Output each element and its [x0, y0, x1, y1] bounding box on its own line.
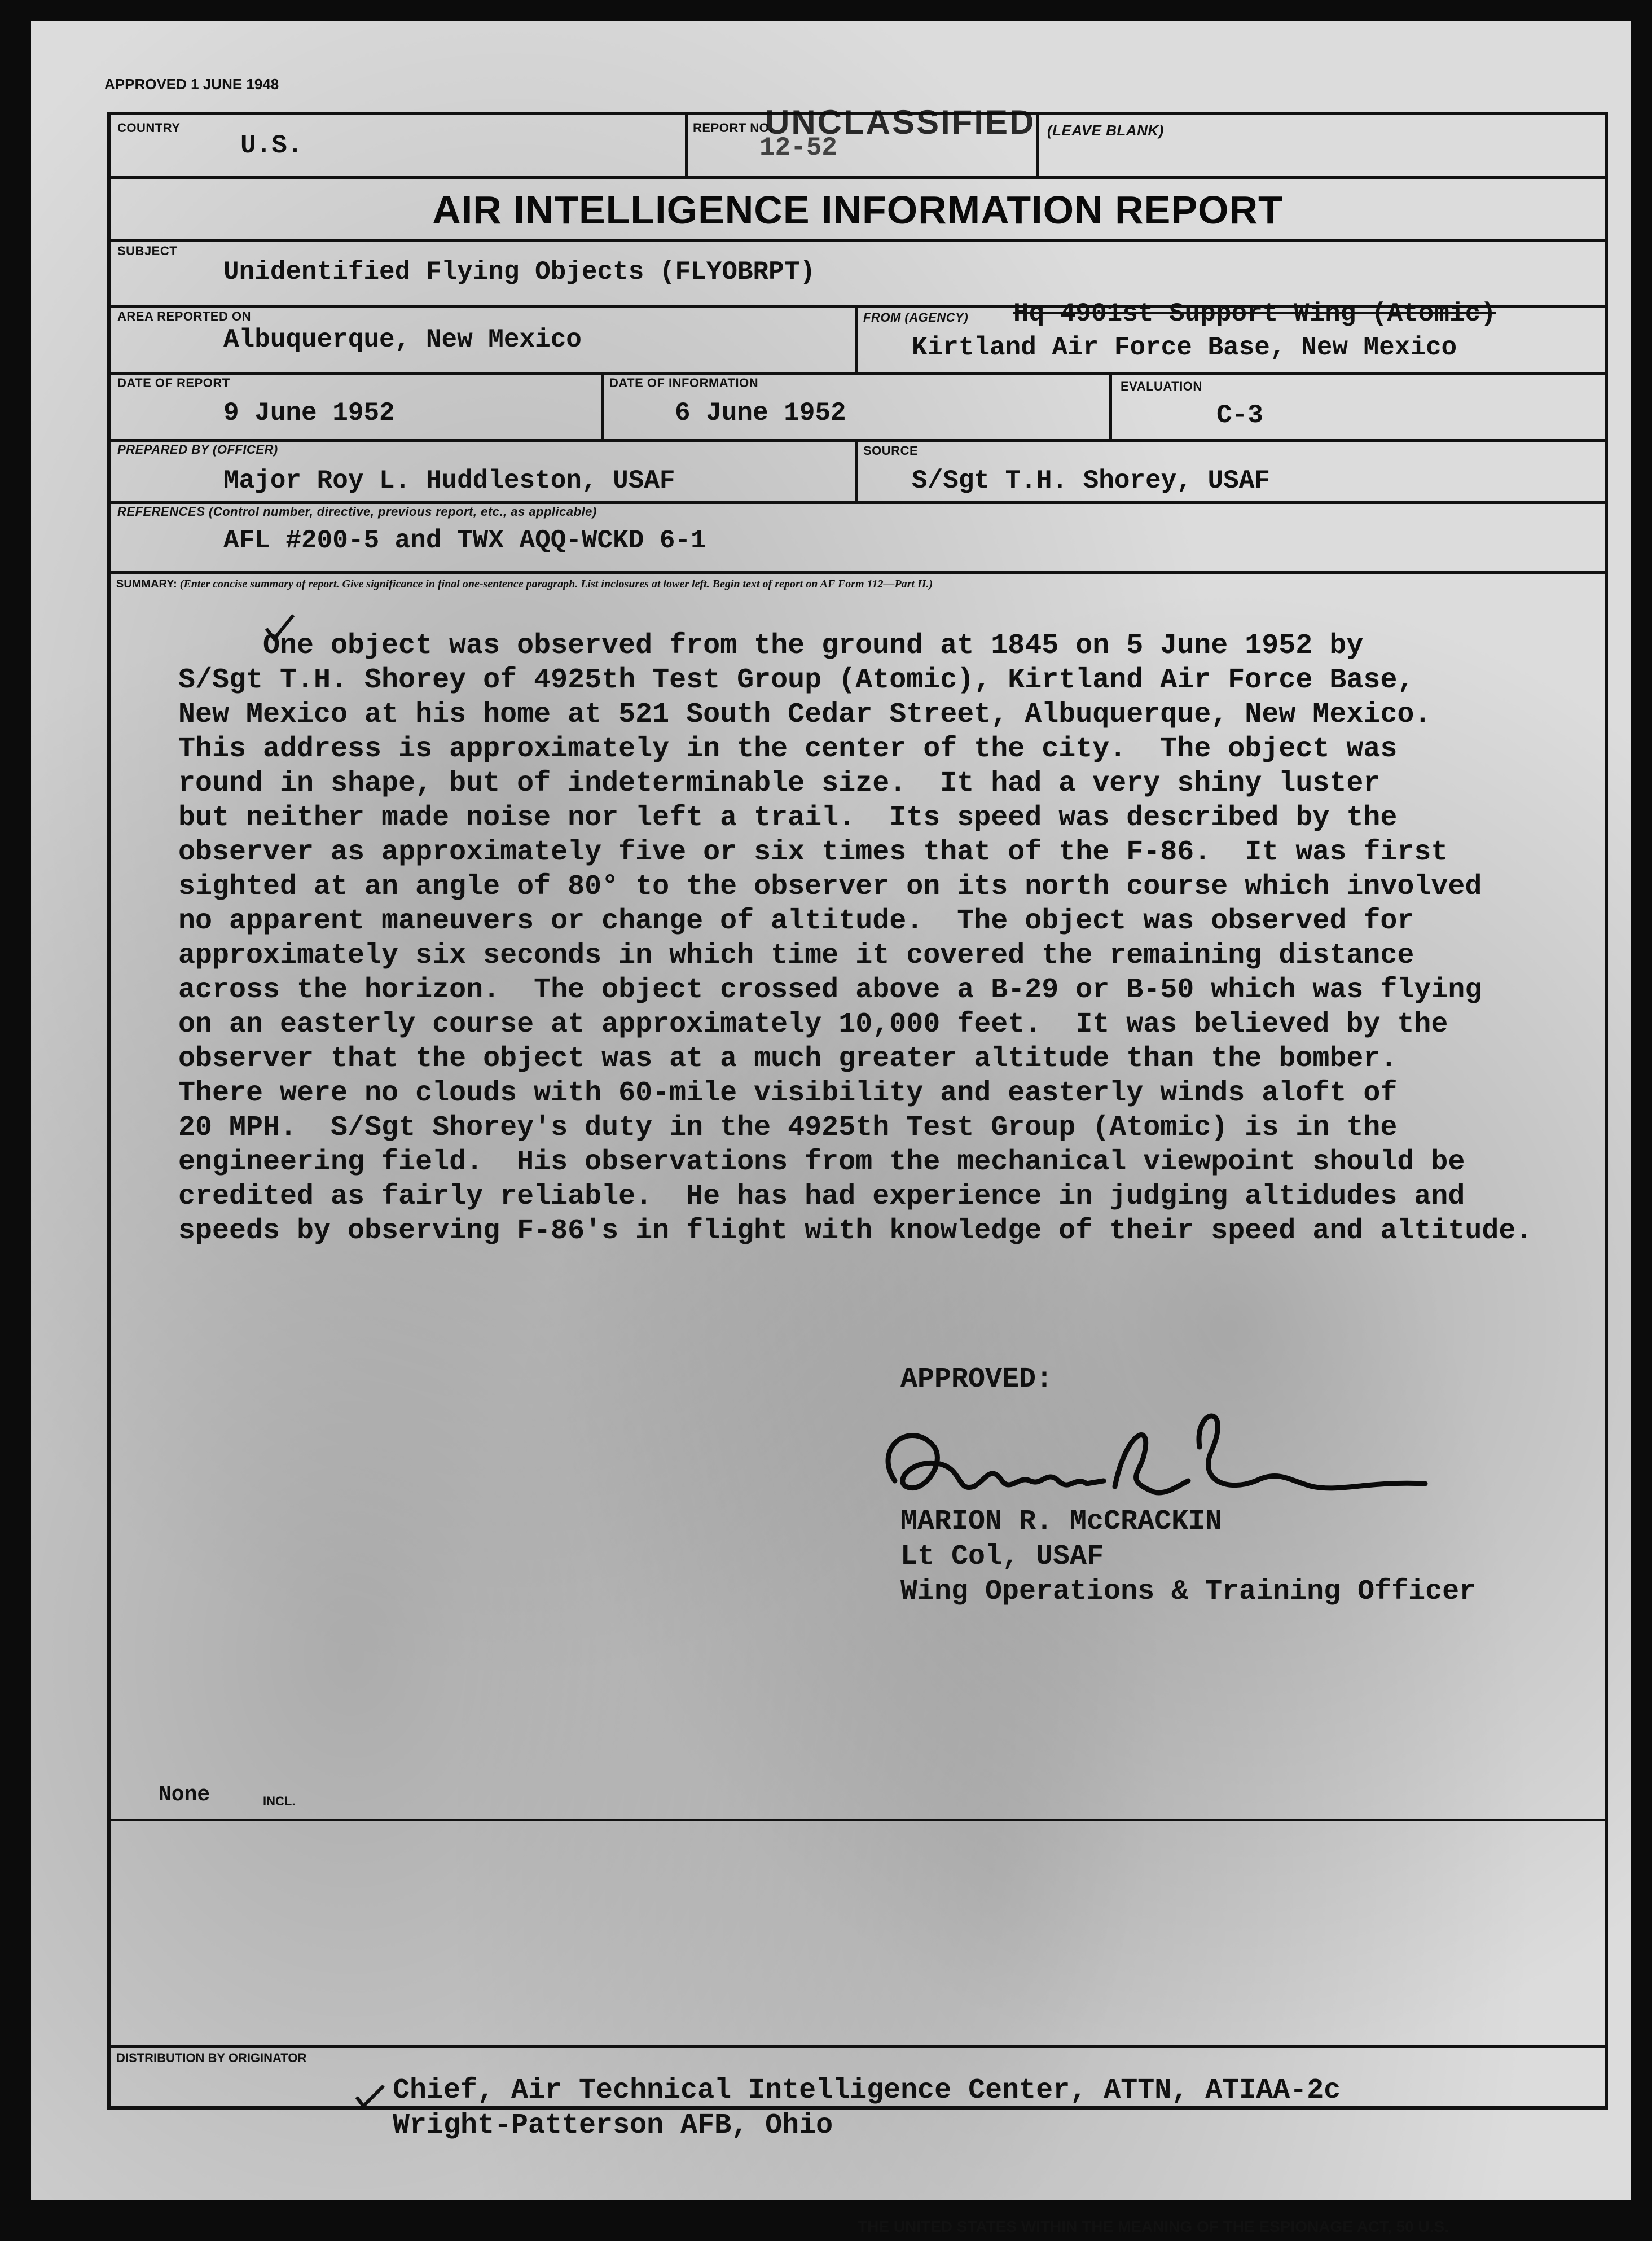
source-label: SOURCE	[863, 444, 919, 458]
approved-date-stamp: APPROVED 1 JUNE 1948	[104, 76, 279, 93]
summary-line: speeds by observing F-86's in flight with knowledge of their speed and altitude.	[178, 1215, 1533, 1247]
summary-header	[116, 578, 1594, 591]
divider	[601, 372, 604, 439]
summary-line: no apparent maneuvers or change of altitude. The object was observed for	[178, 905, 1414, 937]
approved-label: APPROVED:	[900, 1363, 1053, 1396]
area-value: Albuquerque, New Mexico	[223, 325, 582, 354]
prepared-by-value: Major Roy L. Huddleston, USAF	[223, 466, 675, 495]
summary-line: engineering field. His observations from the mechanical viewpoint should be	[178, 1146, 1465, 1178]
inclosures-label: INCL.	[263, 1794, 296, 1808]
date-of-information-value: 6 June 1952	[675, 398, 846, 428]
date-of-report-label: DATE OF REPORT	[117, 376, 230, 390]
distribution-line-2: Wright-Patterson AFB, Ohio	[393, 2110, 833, 2142]
country-value: U.S.	[240, 131, 303, 160]
divider	[855, 439, 858, 501]
divider	[111, 372, 1605, 375]
subject-value: Unidentified Flying Objects (FLYOBRPT)	[223, 257, 815, 287]
check-mark-icon	[353, 2082, 387, 2111]
report-number-value: 12-52	[759, 133, 838, 163]
divider	[111, 239, 1605, 242]
summary-line: New Mexico at his home at 521 South Cedar Street, Albuquerque, New Mexico.	[178, 699, 1431, 731]
country-label: COUNTRY	[117, 121, 181, 135]
summary-line: This address is approximately in the center of the city. The object was	[178, 733, 1398, 765]
footer-notice: THE UNITED STATES WITHIN THE MEANING OF THE ESPIONAGE ACT, 50 U.S.	[858, 2218, 1449, 2235]
approver-rank: Lt Col, USAF	[900, 1541, 1104, 1573]
summary-line: on an easterly course at approximately 10,000 feet. It was believed by the	[178, 1008, 1448, 1041]
summary-line: credited as fairly reliable. He has had experience in judging altidudes and	[178, 1181, 1465, 1213]
report-number-label: REPORT NO.	[693, 121, 773, 135]
summary-line: One object was observed from the ground at 1845 on 5 June 1952 by	[263, 630, 1364, 662]
from-line1-struck: Hq 4901st Support Wing (Atomic)	[1013, 299, 1496, 328]
classification-stamp: UNCLASSIFIED	[765, 103, 1036, 141]
signature-image	[861, 1396, 1453, 1543]
divider	[685, 115, 688, 178]
area-label: AREA REPORTED ON	[117, 309, 251, 323]
evaluation-label: EVALUATION	[1121, 379, 1202, 393]
evaluation-value: C-3	[1216, 401, 1263, 430]
inclosures-value: None	[159, 1783, 210, 1807]
summary-line: S/Sgt T.H. Shorey of 4925th Test Group (Atomic), Kirtland Air Force Base,	[178, 664, 1414, 696]
subject-label: SUBJECT	[117, 244, 178, 258]
approver-title: Wing Operations & Training Officer	[900, 1576, 1477, 1608]
summary-line: There were no clouds with 60-mile visibility and easterly winds aloft of	[178, 1077, 1398, 1109]
divider	[111, 176, 1605, 179]
summary-line: across the horizon. The object crossed above a B-29 or B-50 which was flying	[178, 974, 1482, 1006]
report-title: AIR INTELLIGENCE INFORMATION REPORT	[432, 188, 1283, 232]
summary-line: but neither made noise nor left a trail. Its speed was described by the	[178, 802, 1398, 834]
leave-blank-label: (LEAVE BLANK)	[1047, 122, 1164, 139]
prepared-by-label: PREPARED BY (OFFICER)	[117, 442, 278, 457]
divider	[111, 2045, 1605, 2048]
summary-line: round in shape, but of indeterminable size. It had a very shiny luster	[178, 768, 1381, 800]
summary-label: SUMMARY:	[116, 578, 177, 590]
distribution-line-1: Chief, Air Technical Intelligence Center, ATTN, ATIAA-2c	[393, 2075, 1341, 2107]
from-label: FROM (AGENCY)	[863, 310, 969, 324]
summary-instructions: (Enter concise summary of report. Give significance in final one-sentence paragraph. List inclosures at lower left. Begin text of report on AF Form 112—Part II.)	[179, 578, 933, 590]
summary-line: observer as approximately five or six times that of the F-86. It was first	[178, 836, 1448, 869]
approver-name: MARION R. McCRACKIN	[900, 1506, 1223, 1538]
summary-line: sighted at an angle of 80° to the observer on its north course which involved	[178, 871, 1482, 903]
divider	[855, 305, 858, 372]
divider	[1036, 115, 1039, 178]
divider	[111, 1819, 1605, 1821]
document-sheet	[31, 21, 1631, 2200]
references-label: REFERENCES (Control number, directive, previous report, etc., as applicable)	[117, 505, 597, 519]
distribution-list	[393, 2073, 1341, 2143]
references-value: AFL #200-5 and TWX AQQ-WCKD 6-1	[223, 526, 706, 555]
divider	[1109, 372, 1112, 439]
summary-line: approximately six seconds in which time it covered the remaining distance	[178, 940, 1414, 972]
summary-line: observer that the object was at a much greater altitude than the bomber.	[178, 1043, 1398, 1075]
summary-line: 20 MPH. S/Sgt Shorey's duty in the 4925th Test Group (Atomic) is in the	[178, 1112, 1398, 1144]
report-form	[107, 103, 1608, 2142]
divider	[111, 501, 1605, 504]
from-line2: Kirtland Air Force Base, New Mexico	[912, 333, 1457, 362]
divider	[111, 571, 1605, 574]
date-of-report-value: 9 June 1952	[223, 398, 395, 428]
source-value: S/Sgt T.H. Shorey, USAF	[912, 466, 1270, 495]
distribution-label: DISTRIBUTION BY ORIGINATOR	[116, 2051, 307, 2065]
date-of-information-label: DATE OF INFORMATION	[609, 376, 759, 390]
summary-body	[178, 629, 1594, 1248]
